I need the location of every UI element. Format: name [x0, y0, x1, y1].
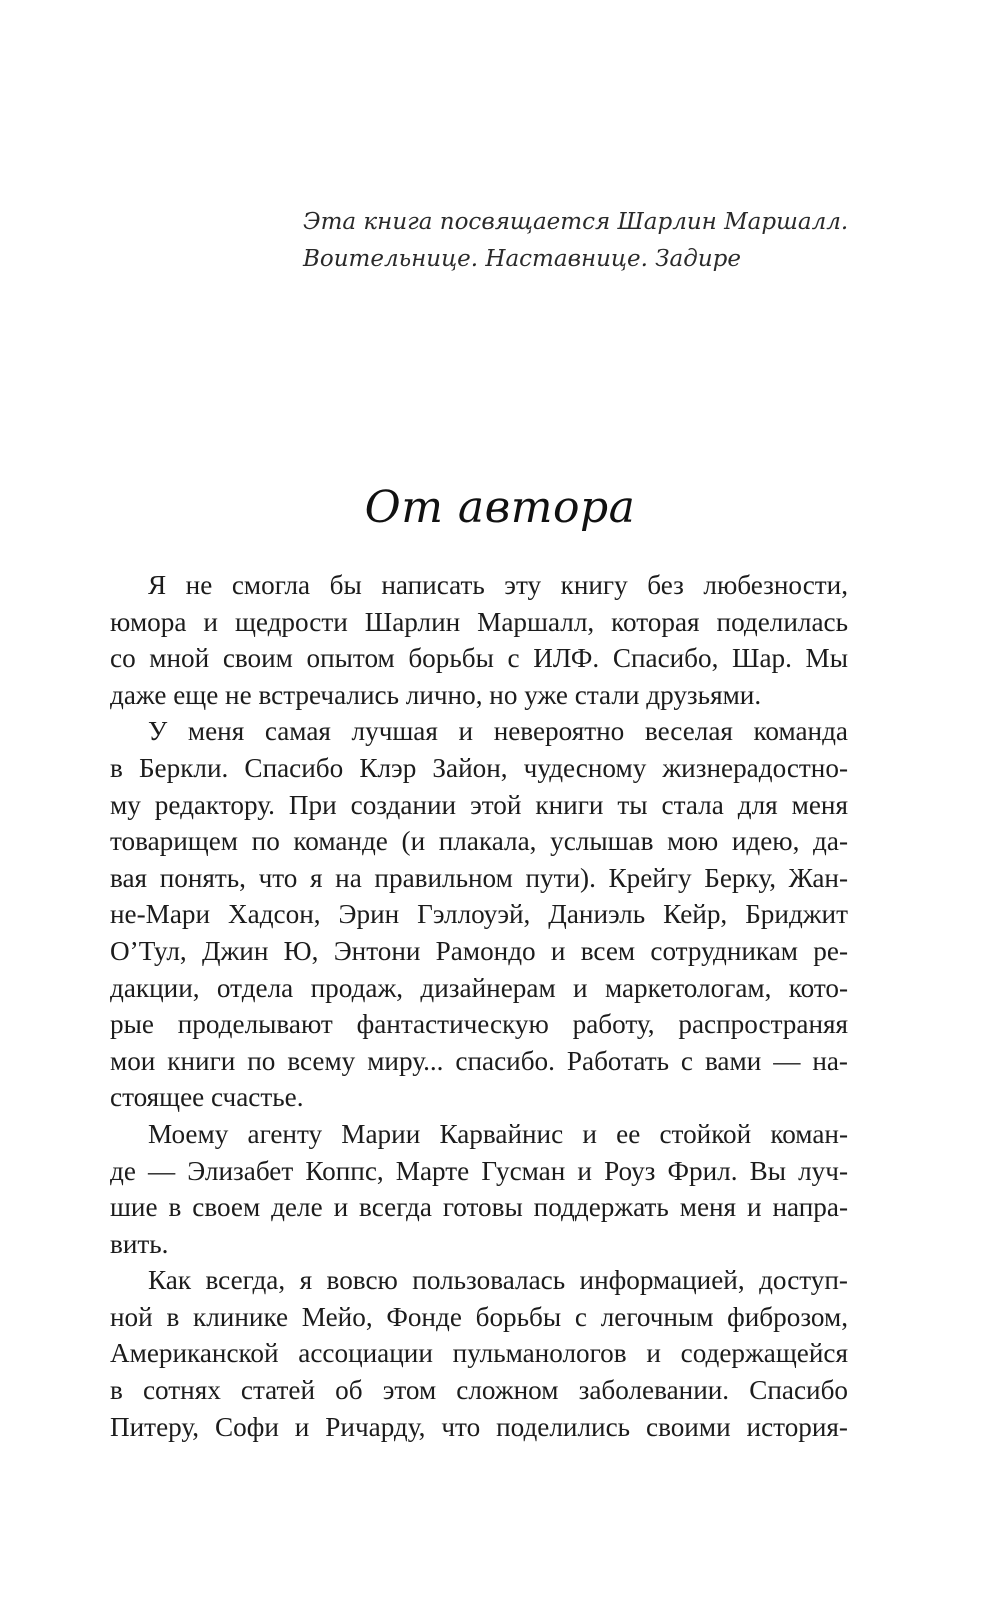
text-line: му редактору. При создании этой книги ты стала для меня: [110, 789, 848, 820]
text-line: Питеру, Софи и Ричарду, что поделились своими история-: [110, 1411, 848, 1442]
text-line: не-Мари Хадсон, Эрин Гэллоуэй, Даниэль Кейр, Бриджит: [110, 899, 848, 930]
text-line: со мной своим опытом борьбы с ИЛФ. Спасибо, Шар. Мы: [110, 643, 848, 674]
text-line: мои книги по всему миру... спасибо. Работать с вами — на-: [110, 1045, 848, 1076]
dedication-line: Эта книга посвящается Шарлин Маршалл.: [303, 209, 849, 235]
text-line: У меня самая лучшая и невероятно веселая команда: [148, 716, 848, 747]
text-line: в сотнях статей об этом сложном заболевании. Спасибо: [110, 1375, 848, 1406]
text-line: шие в своем деле и всегда готовы поддержать меня и напра-: [110, 1192, 848, 1223]
text-line: вить.: [110, 1228, 169, 1259]
text-line: де — Элизабет Коппс, Марте Гусман и Роуз Фрил. Вы луч-: [110, 1155, 848, 1186]
text-line: Я не смогла бы написать эту книгу без любезности,: [148, 570, 848, 600]
text-line: О’Тул, Джин Ю, Энтони Рамондо и всем сотрудникам ре-: [110, 935, 848, 966]
text-line: стоящее счастье.: [110, 1082, 304, 1113]
text-line: Как всегда, я вовсю пользовалась информацией, доступ-: [148, 1265, 848, 1296]
text-line: в Беркли. Спасибо Клэр Зайон, чудесному жизнерадостно-: [110, 752, 848, 783]
text-line: юмора и щедрости Шарлин Маршалл, которая поделилась: [110, 606, 848, 637]
text-line: даже еще не встречались лично, но уже стали друзьями.: [110, 679, 762, 710]
text-line: Моему агенту Марии Карвайнис и ее стойкой коман-: [148, 1118, 848, 1149]
text-line: Американской ассоциации пульманологов и содержащейся: [110, 1338, 848, 1369]
text-line: дакции, отдела продаж, дизайнерам и маркетологам, кото-: [110, 972, 848, 1003]
text-line: товарищем по команде (и плакала, услышав мою идею, да-: [110, 826, 848, 857]
text-line: рые проделывают фантастическую работу, распространяя: [110, 1009, 848, 1040]
text-line: ной в клинике Мейо, Фонде борьбы с легочным фиброзом,: [110, 1301, 848, 1332]
dedication: [303, 204, 923, 278]
text-line: вая понять, что я на правильном пути). Крейгу Берку, Жан-: [110, 862, 848, 893]
body-text: [110, 567, 848, 1445]
section-heading: От автора: [364, 482, 636, 533]
dedication-line: Воительнице. Наставнице. Задире: [303, 246, 741, 272]
